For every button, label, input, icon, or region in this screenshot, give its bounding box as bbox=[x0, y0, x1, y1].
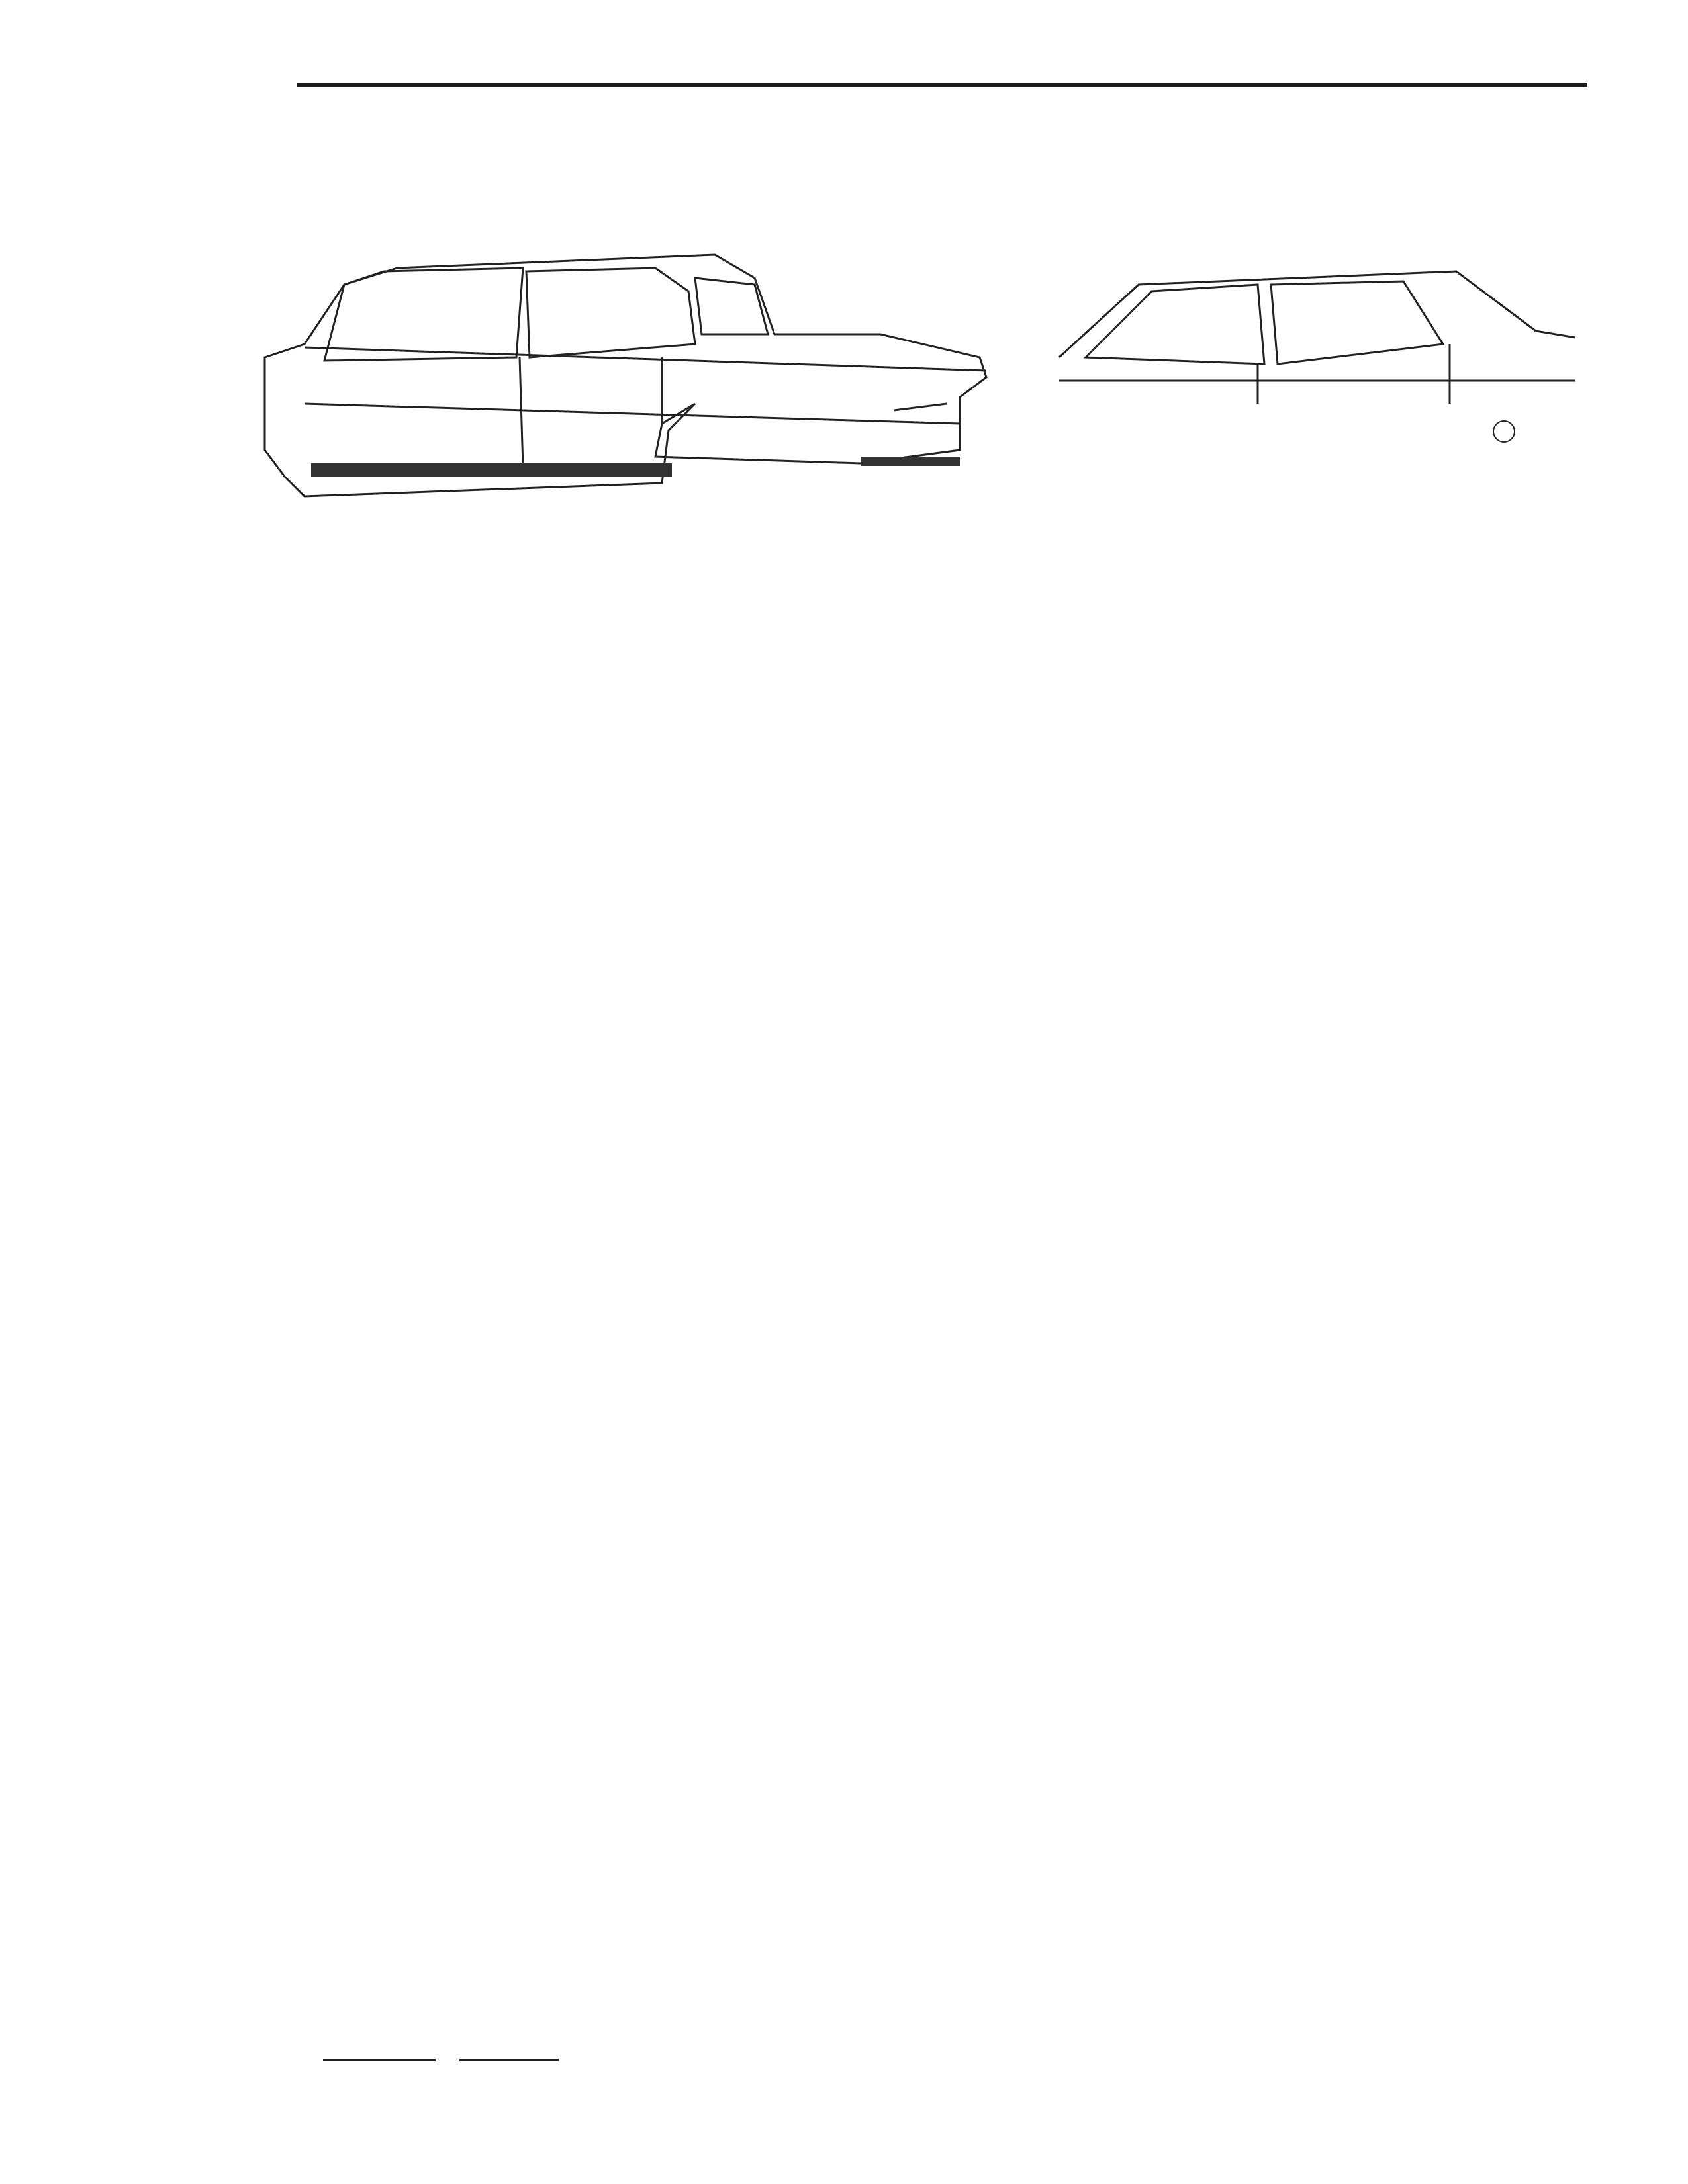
jm-mark bbox=[1493, 421, 1515, 442]
rocker-molding bbox=[311, 463, 672, 477]
rear-rocker-molding bbox=[861, 457, 960, 466]
right-car-detail bbox=[1059, 271, 1575, 404]
top-rule bbox=[297, 83, 1587, 87]
main-car-illustration bbox=[265, 255, 986, 496]
footer-division bbox=[323, 2048, 559, 2070]
car-side-moldings-diagram bbox=[0, 0, 1688, 596]
